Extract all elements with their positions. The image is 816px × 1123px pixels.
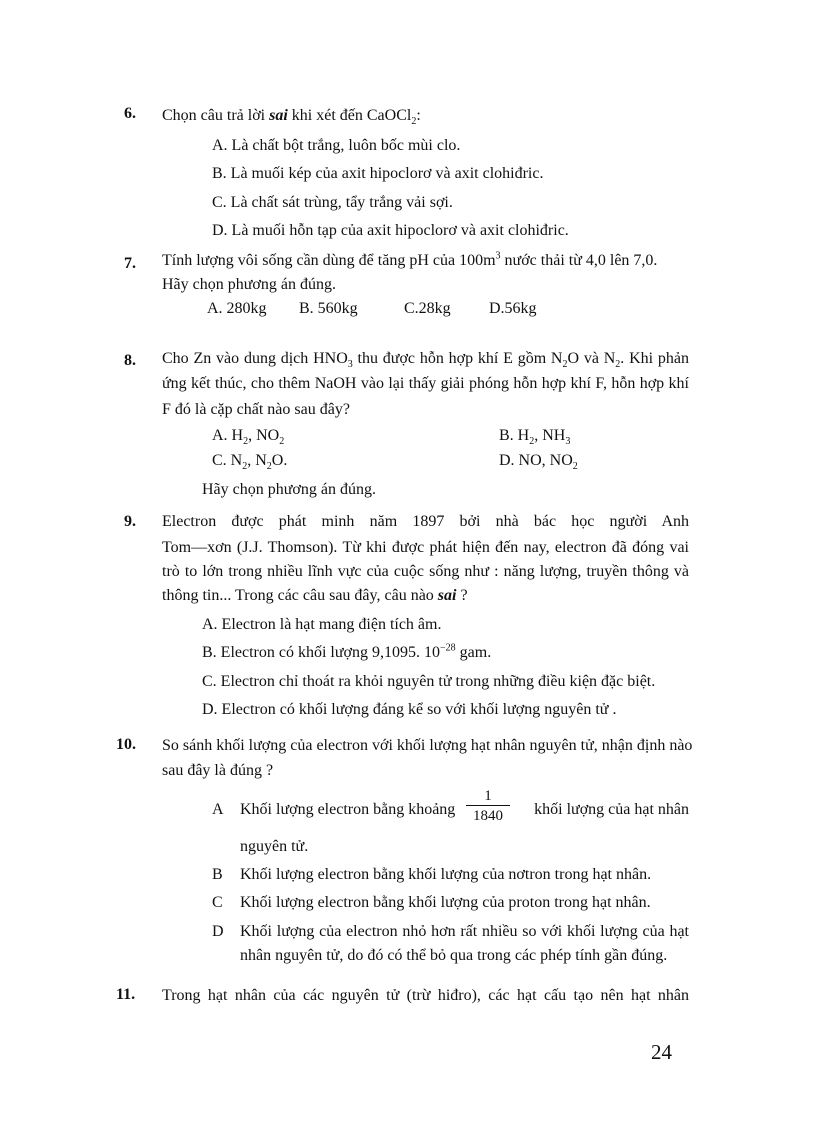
question-8-line-3: F đó là cặp chất nào sau đây? [162, 401, 350, 418]
question-10-line-1: So sánh khối lượng của electron với khối lượng hạt nhân nguyên tử, nhận định nào [162, 737, 693, 754]
question-10-option-a-cont: nguyên tử. [240, 838, 309, 855]
question-10-number: 10. [116, 736, 136, 753]
question-8-line-1: Cho Zn vào dung dịch $HNO_3$ thu được hỗn hợp khí E gồm $N_2O$ và $N_2$. Khi phản [162, 350, 689, 371]
question-9-option-c: C. Electron chỉ thoát ra khỏi nguyên tử trong những điều kiện đặc biệt. [202, 673, 656, 690]
question-7-instruction: Hãy chọn phương án đúng. [162, 276, 336, 293]
question-10-line-2: sau đây là đúng ? [162, 762, 274, 779]
question-7-option-c: C.28kg [404, 300, 451, 317]
question-8-line-2: ứng kết thúc, cho thêm NaOH vào lại thấy giải phóng hỗn hợp khí F, hỗn hợp khí [162, 375, 689, 392]
fraction-numerator: 1 [466, 787, 510, 806]
question-10-option-b-text: Khối lượng electron bằng khối lượng của nơtron trong hạt nhân. [240, 866, 652, 883]
question-7-stem: Tính lượng vôi sống cần dùng để tăng pH của $100m^3$ nước thải từ 4,0 lên 7,0. [162, 250, 658, 269]
question-10-option-a-tail: khối lượng của hạt nhân [534, 801, 689, 818]
question-6-stem: Chọn câu trả lời sai khi xét đến CaOCl$_2$: [162, 107, 421, 128]
question-10-option-c-letter: C [212, 894, 223, 911]
question-8-option-d: D. NO, $NO_2$ [499, 452, 578, 473]
question-7-option-d: D.56kg [489, 300, 537, 317]
question-9-option-b: B. Electron có khối lượng 9,1095. $10^{-28}$ gam. [202, 642, 492, 661]
question-10-option-d-line-2: nhân nguyên tử, do đó có thể bỏ qua trong các phép tính gần đúng. [240, 947, 668, 964]
question-9-line-4: thông tin... Trong các câu sau đây, câu nào sai ? [162, 587, 468, 604]
question-9-option-d: D. Electron có khối lượng đáng kể so với khối lượng nguyên tử . [202, 701, 617, 718]
question-9-line-3: trò to lớn trong nhiều lĩnh vực của cuộc sống như : năng lượng, truyền thông và [162, 563, 689, 580]
question-6-number: 6. [124, 105, 136, 122]
question-8-option-a: A. $H_2$, $NO_2$ [212, 427, 285, 448]
question-11-number: 11. [116, 986, 136, 1003]
question-6-option-c: C. Là chất sát trùng, tẩy trắng vải sợi. [212, 194, 453, 211]
question-6-option-a: A. Là chất bột trắng, luôn bốc mùi clo. [212, 137, 461, 154]
fraction-1-over-1840 [466, 787, 510, 826]
question-8-option-c: C. $N_2$, $N_2O$. [212, 452, 288, 473]
question-6-option-b: B. Là muối kép của axit hipoclorơ và axit clohiđric. [212, 165, 544, 182]
question-8-instruction: Hãy chọn phương án đúng. [202, 481, 376, 498]
question-9-number: 9. [124, 513, 136, 530]
question-10-option-b-letter: B [212, 866, 223, 883]
question-7-number: 7. [124, 255, 136, 272]
question-9-line-1: Electron được phát minh năm 1897 bởi nhà bác học người Anh [162, 513, 689, 530]
question-10-option-a-letter: A [212, 801, 224, 818]
fraction-denominator: 1840 [473, 808, 503, 824]
page-number: 24 [651, 1040, 672, 1064]
question-7-option-b: B. 560kg [299, 300, 358, 317]
question-9-option-a: A. Electron là hạt mang điện tích âm. [202, 616, 442, 633]
question-11-line-1: Trong hạt nhân của các nguyên tử (trừ hiđro), các hạt cấu tạo nên hạt nhân [162, 987, 689, 1004]
question-10-option-d-line-1: Khối lượng của electron nhỏ hơn rất nhiều so với khối lượng của hạt [240, 923, 689, 940]
question-6-option-d: D. Là muối hỗn tạp của axit hipoclorơ và axit clohiđric. [212, 222, 569, 239]
question-9-line-2: Tom—xơn (J.J. Thomson). Từ khi được phát hiện đến nay, electron đã đóng vai [162, 539, 689, 556]
question-8-number: 8. [124, 352, 136, 369]
question-10-option-a-text: Khối lượng electron bằng khoảng [240, 801, 456, 818]
question-10-option-d-letter: D [212, 923, 224, 940]
question-10-option-c-text: Khối lượng electron bằng khối lượng của proton trong hạt nhân. [240, 894, 651, 911]
question-8-option-b: B. $H_2$, $NH_3$ [499, 427, 571, 448]
question-7-option-a: A. 280kg [207, 300, 267, 317]
